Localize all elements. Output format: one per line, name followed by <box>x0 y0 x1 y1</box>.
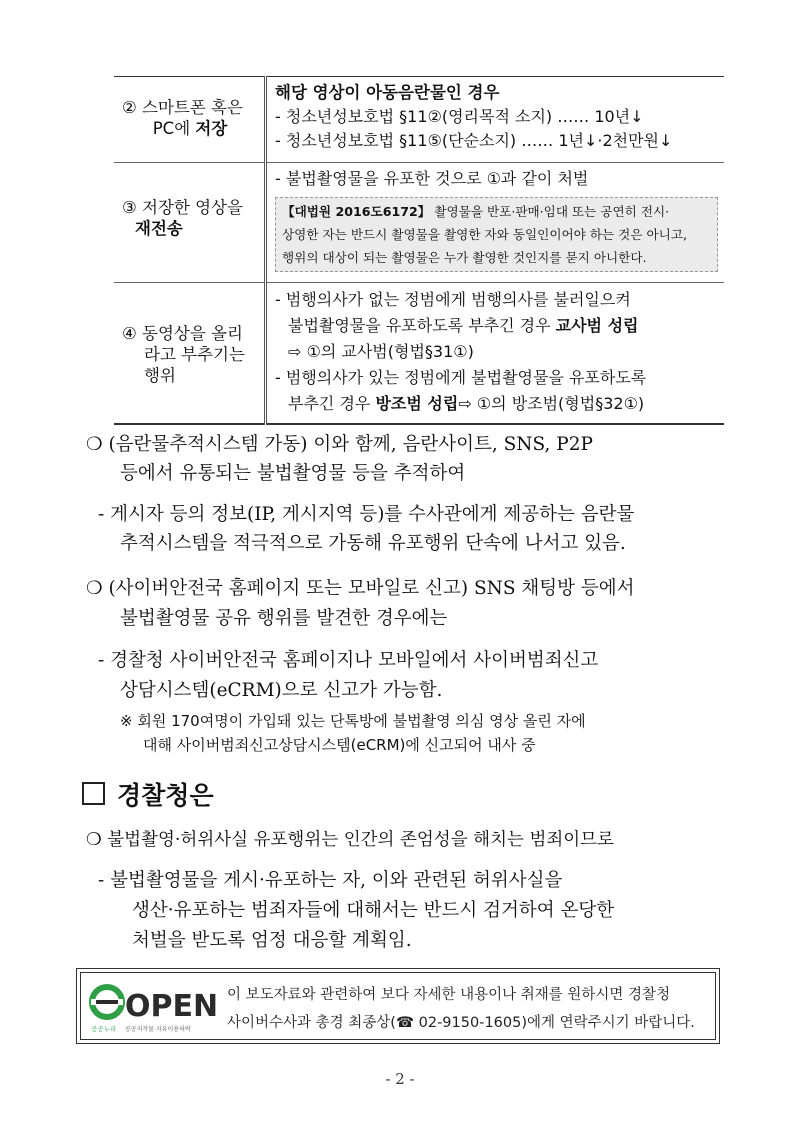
paragraph-line: ❍ (음란물추적시스템 가동) 이와 함께, 음란사이트, SNS, P2P <box>86 434 593 455</box>
row-label-emphasis: 저장 <box>195 119 228 138</box>
section-title: 경찰청은 <box>117 781 214 810</box>
contact-box <box>76 968 720 1044</box>
paragraph-line: - 불법촬영물을 게시·유포하는 자, 이와 관련된 허위사실을 <box>98 870 563 891</box>
court-text: 상영한 자는 반드시 촬영물을 촬영한 자와 동일인이어야 하는 것은 아니고, <box>282 227 687 242</box>
row-number: ② <box>122 98 137 117</box>
row-label-cell <box>114 77 266 163</box>
court-text: 행위의 대상이 되는 촬영물은 누가 촬영한 것인지를 묻지 아니한다. <box>282 250 647 265</box>
page-number: - 2 - <box>385 1070 415 1088</box>
row-label: 동영상을 올리 <box>142 324 243 343</box>
row-label-emphasis: 재전송 <box>135 219 183 238</box>
row-content-cell <box>266 77 725 163</box>
court-ruling-box <box>275 197 718 272</box>
table-row <box>114 283 724 425</box>
note-line: 대해 사이버범죄신고상담시스템(eCRM)에 신고되어 내사 중 <box>143 736 536 754</box>
law-item: - 청소년성보호법 §11②(영리목적 소지) …… 10년↓ <box>275 107 644 126</box>
contact-line: 사이버수사과 총경 최종상(☎ 02-9150-1605)에게 연락주시기 바랍니다. <box>227 1015 695 1031</box>
law-item-emphasis: 방조범 성립 <box>375 394 459 413</box>
row-label: 행위 <box>144 366 176 385</box>
contact-text <box>227 981 695 1037</box>
logo-bar <box>96 1000 118 1004</box>
law-item: ⇨ ①의 교사범(형법§31①) <box>288 342 474 361</box>
row-number: ④ <box>122 324 137 343</box>
law-item: - 불법촬영물을 유포한 것으로 ①과 같이 처벌 <box>275 169 589 188</box>
row-content-cell <box>266 163 725 283</box>
law-item: - 청소년성보호법 §11⑤(단순소지) …… 1년↓·2천만원↓ <box>275 131 673 150</box>
law-item: - 범행의사가 있는 정범에게 불법촬영물을 유포하도록 <box>275 368 647 387</box>
paragraph-line: 불법촬영물 공유 행위를 발견한 경우에는 <box>120 608 448 629</box>
paragraph-line: 상담시스템(eCRM)으로 신고가 가능함. <box>120 680 443 701</box>
contact-box-inner <box>80 972 716 1040</box>
section-heading <box>82 776 214 812</box>
law-item-emphasis: 교사범 성립 <box>555 316 639 335</box>
row-label-cell <box>114 163 266 283</box>
law-item: - 범행의사가 없는 정범에게 범행의사를 불러일으켜 <box>275 290 631 309</box>
row-label-cell <box>114 283 266 425</box>
law-table <box>114 76 724 425</box>
paragraph-line: 생산·유포하는 범죄자들에 대해서는 반드시 검거하여 온당한 <box>132 900 615 921</box>
paragraph-line: - 게시자 등의 정보(IP, 게시지역 등)를 수사관에게 제공하는 음란물 <box>98 504 635 525</box>
row-label: 저장한 영상을 <box>142 198 243 217</box>
law-item: 불법촬영물을 유포하도록 부추긴 경우 <box>288 316 556 335</box>
row-heading: 해당 영상이 아동음란물인 경우 <box>275 83 500 102</box>
contact-line: 이 보도자료와 관련하여 보다 자세한 내용이나 취재를 원하시면 경찰청 <box>227 987 671 1003</box>
court-text: 촬영물을 반포·판매·임대 또는 공연히 전시· <box>430 204 670 219</box>
paragraph-line: - 경찰청 사이버안전국 홈페이지나 모바일에서 사이버범죄신고 <box>98 650 599 671</box>
row-number: ③ <box>122 198 137 217</box>
row-content-cell <box>266 283 725 425</box>
paragraph-line: ❍ 불법촬영·허위사실 유포행위는 인간의 존엄성을 해치는 범죄이므로 <box>86 830 614 850</box>
paragraph-line: 등에서 유통되는 불법촬영물 등을 추적하여 <box>120 463 466 484</box>
paragraph-line: ❍ (사이버안전국 홈페이지 또는 모바일로 신고) SNS 채팅방 등에서 <box>86 578 635 599</box>
law-item: ⇨ ①의 방조범(형법§32①) <box>458 394 645 413</box>
logo-subtext: 공공누리 <box>91 1025 117 1033</box>
paragraph-line: 처벌을 받도록 엄정 대응할 계획임. <box>132 930 412 951</box>
checkbox-square-icon <box>82 782 105 805</box>
court-case-label: 【대법원 2016도6172】 <box>282 204 431 219</box>
row-label: PC에 <box>152 119 196 138</box>
note-line: ※ 회원 170여명이 가입돼 있는 단톡방에 불법촬영 의심 영상 올린 자에 <box>120 712 586 730</box>
law-item: 부추긴 경우 <box>288 394 376 413</box>
table-row <box>114 163 724 283</box>
table-row <box>114 77 724 163</box>
open-license-logo <box>87 978 237 1038</box>
paragraph-line: 추적시스템을 적극적으로 가동해 유포행위 단속에 나서고 있음. <box>120 533 626 554</box>
row-label: 라고 부추기는 <box>144 345 245 364</box>
row-label: 스마트폰 혹은 <box>142 98 243 117</box>
logo-subtext: 공공저작물 자유이용허락 <box>125 1026 191 1033</box>
logo-text: OPEN <box>125 989 219 1024</box>
